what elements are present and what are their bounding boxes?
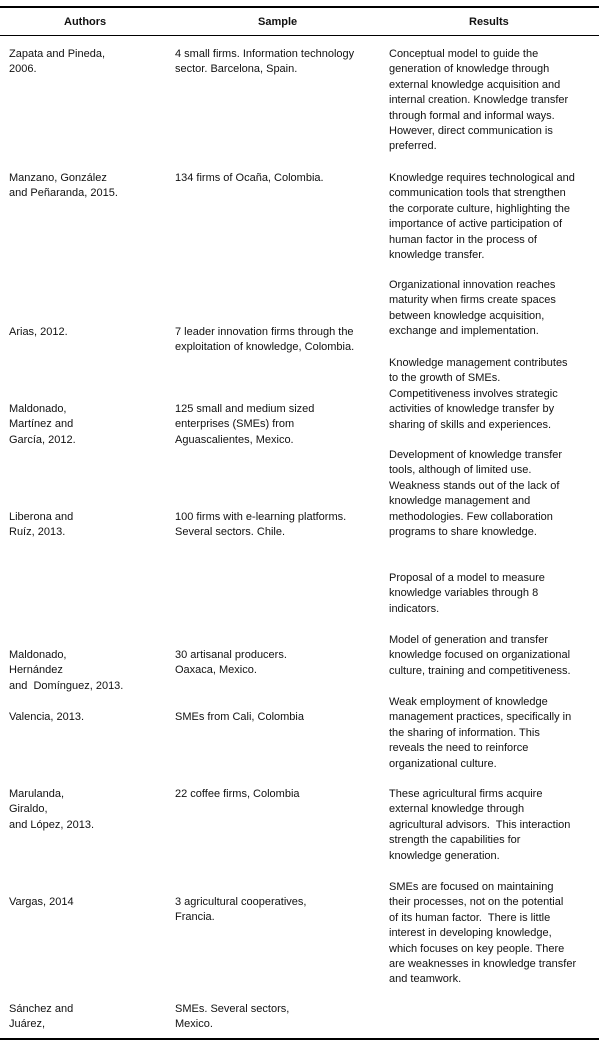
header-authors: Authors	[64, 16, 107, 28]
authors-cell: Arias, 2012.	[9, 326, 68, 338]
results-cell: Organizational innovation reaches maturity when firms create spaces between knowledge acquisition, exchange and implementation.	[389, 279, 556, 338]
authors-cell: Marulanda, Giraldo, and López, 2013.	[9, 788, 95, 831]
authors-cell: Manzano, González and Peñaranda, 2015.	[9, 172, 118, 200]
results-cell: Proposal of a model to measure knowledge variables through 8 indicators.	[389, 572, 545, 615]
sample-cell: SMEs. Several sectors, Mexico.	[175, 1003, 290, 1031]
sample-cell: 125 small and medium sized enterprises (SMEs) from Aguascalientes, Mexico.	[175, 403, 315, 446]
authors-cell: Sánchez and Juárez,	[9, 1003, 74, 1031]
results-cell: Development of knowledge transfer tools, although of limited use. Weakness stands out of the lack of knowledge management and methodologies. Few collaboration programs to share knowledge.	[389, 449, 563, 539]
header-results: Results	[469, 16, 509, 28]
authors-cell: Maldonado, Martínez and García, 2012.	[9, 403, 76, 446]
authors-cell: Liberona and Ruíz, 2013.	[9, 511, 74, 539]
table-bottom-rule	[0, 1038, 599, 1040]
authors-cell: Zapata and Pineda, 2006.	[9, 48, 106, 76]
results-cell: Conceptual model to guide the generation of knowledge through external knowledge acquisition and internal creation. Knowledge transfer through formal and informal ways. However, direct communication is preferred.	[389, 48, 569, 153]
sample-cell: 30 artisanal producers. Oaxaca, Mexico.	[175, 649, 287, 677]
sample-cell: 4 small firms. Information technology sector. Barcelona, Spain.	[175, 48, 355, 76]
sample-cell: 22 coffee firms, Colombia	[175, 788, 300, 800]
sample-cell: 100 firms with e-learning platforms. Several sectors. Chile.	[175, 511, 347, 539]
sample-cell: SMEs from Cali, Colombia	[175, 711, 304, 723]
sample-cell: 3 agricultural cooperatives, Francia.	[175, 896, 307, 924]
authors-cell: Vargas, 2014	[9, 896, 74, 908]
header-sample: Sample	[258, 16, 298, 28]
sample-cell: 7 leader innovation firms through the exploitation of knowledge, Colombia.	[175, 326, 355, 354]
results-cell: SMEs are focused on maintaining their processes, not on the potential of its human factor. There is little interest in developing knowledge, which focuses on key people. There are weaknesses in knowledge transfer and teamwork.	[389, 881, 577, 986]
authors-cell: Maldonado, Hernández and Domínguez, 2013.	[9, 649, 124, 692]
results-cell: Weak employment of knowledge management practices, specifically in the sharing of information. This reveals the need to reinforce organizational culture.	[389, 696, 572, 770]
sample-cell: 134 firms of Ocaña, Colombia.	[175, 172, 324, 184]
results-cell: These agricultural firms acquire external knowledge through agricultural advisors. This interaction strength the capabilities for knowledge generation.	[389, 788, 571, 862]
results-cell: Model of generation and transfer knowledge focused on organizational culture, training and competitiveness.	[389, 634, 571, 677]
table-top-rule	[0, 6, 599, 8]
header-bottom-rule	[0, 35, 599, 36]
results-cell: Knowledge management contributes to the growth of SMEs. Competitiveness involves strategic activities of knowledge transfer by sharing of skills and experiences.	[389, 357, 568, 431]
authors-cell: Valencia, 2013.	[9, 711, 85, 723]
results-cell: Knowledge requires technological and communication tools that strengthen the corporate culture, highlighting the importance of active participation of human factor in the process of knowledge transfer.	[389, 172, 575, 262]
